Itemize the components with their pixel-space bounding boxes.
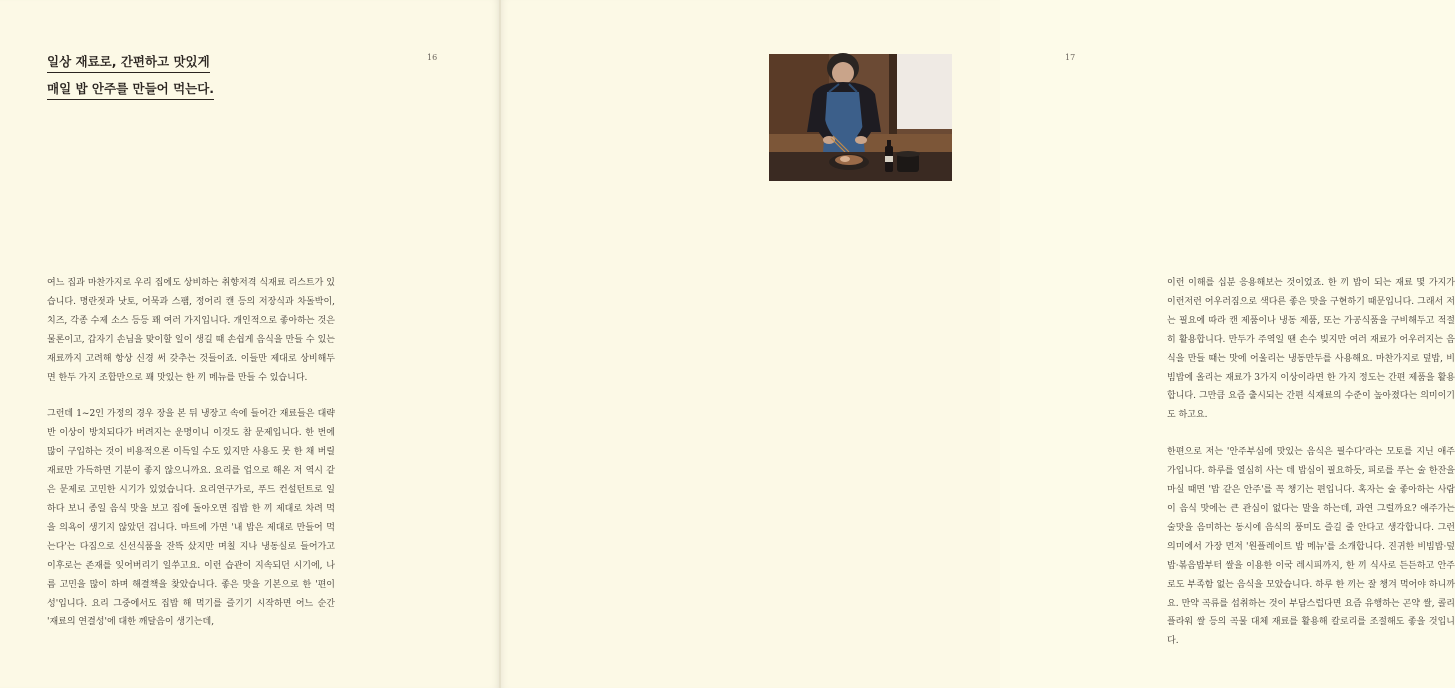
title-line-2: 매일 밥 안주를 만들어 먹는다. (47, 79, 214, 100)
right-paragraph-2: 한편으로 저는 '안주부심에 맛있는 음식은 필수다'라는 모토를 지닌 애주가입니다. 하루를 열심히 사는 데 밥심이 필요하듯, 피로를 푸는 술 한잔을 마실 때면 '밥 같은 안주'를 꼭 챙기는 편입니다. 혹자는 술 좋아하는 사람이 음식 맛에는 큰 관심이 없다는 말을 하는데, 과연 그럴까요? 애주가는 술맛을 음미하는 동시에 음식의 풍미도 즐길 줄 안다고 생각합니다. 그런 의미에서 가장 먼저 '원플레이트 밥 메뉴'를 소개합니다. 진귀한 비빔밥·덮밥·볶음밥부터 쌀을 이용한 이국 레시피까지, 한 끼 식사로 든든하고 안주로도 부족함 없는 음식을 모았습니다. 하루 한 끼는 잘 챙겨 먹어야 하니까요. 만약 곡류를 섭취하는 것이 부담스럽다면 요즘 유행하는 곤약 쌀, 콜리플라워 쌀 등의 곡물 대체 재료를 활용해 칼로리를 조절해도 좋을 것입니다. (1167, 447, 1455, 647)
right-paragraph-1: 이런 이해를 십분 응용해보는 것이었죠. 한 끼 밥이 되는 재료 몇 가지가 이런저런 어우러짐으로 색다른 좋은 맛을 구현하기 때문입니다. 그래서 저는 필요에 따라 캔 제품이나 냉동 제품, 또는 가공식품을 구비해두고 적절히 활용합니다. 만두가 주역일 땐 손수 빚지만 여러 재료가 어우러지는 음식을 만들 때는 맛에 어울리는 냉동만두를 사용해요. 마찬가지로 덮밥, 비빔밥에 올리는 재료가 3가지 이상이라면 한 가지 정도는 간편 제품을 활용합니다. 그만큼 요즘 출시되는 간편 식재료의 수준이 높아졌다는 의미이기도 하고요. (1167, 278, 1455, 421)
left-paragraph-2: 그런데 1~2인 가정의 경우 장을 본 뒤 냉장고 속에 들어간 재료들은 대략 반 이상이 방치되다가 버려지는 운명이니 이것도 참 문제입니다. 한 번에 많이 구입하는 것이 비용적으론 이득일 수도 있지만 사용도 못 한 채 버릴 재료만 가득하면 기분이 좋지 않으니까요. 요리를 업으로 해온 저 역시 같은 문제로 고민한 시기가 있었습니다. 요리연구가로, 푸드 컨설턴트로 일하다 보니 종일 음식 맛을 보고 집에 돌아오면 집밥 한 끼 제대로 차려 먹을 의욕이 생기지 않았던 겁니다. 마트에 가면 '내 밥은 제대로 만들어 먹는다'는 다짐으로 신선식품을 잔뜩 샀지만 며칠 지나 냉동실로 들어가고 이후로는 존재를 잊어버리기 일쑤고요. 이런 습관이 지속되던 시기에, 나름 고민을 많이 하며 해결책을 찾았습니다. 좋은 맛을 기본으로 한 '편이성'입니다. 요리 그중에서도 집밥 해 먹기를 즐기기 시작하면 어느 순간 '재료의 연결성'에 대한 깨달음이 생기는데, (47, 409, 335, 628)
page-number-left: 16 (427, 53, 438, 62)
right-body-text (1167, 274, 1455, 669)
left-page (0, 0, 499, 688)
title-line-1: 일상 재료로, 간편하고 맛있게 (47, 52, 210, 73)
chapter-title (47, 50, 214, 104)
left-body-text (47, 274, 335, 650)
left-paragraph-1: 여느 집과 마찬가지로 우리 집에도 상비하는 취향저격 식재료 리스트가 있습니다. 명란젓과 낫토, 어묵과 스팸, 정어리 캔 등의 저장식과 차돌박이, 치즈, 각종 수제 소스 등등 꽤 여러 가지입니다. 개인적으로 좋아하는 것은 물론이고, 갑자기 손님을 맞이할 일이 생길 때 손쉽게 음식을 만들 수 있는 재료까지 고려해 항상 신경 써 갖추는 것들이죠. 이들만 제대로 상비해두면 한두 가지 조합만으로 꽤 맛있는 한 끼 메뉴를 만들 수 있습니다. (47, 278, 335, 383)
cooking-photo (769, 54, 952, 181)
page-number-right: 17 (1065, 53, 1076, 62)
